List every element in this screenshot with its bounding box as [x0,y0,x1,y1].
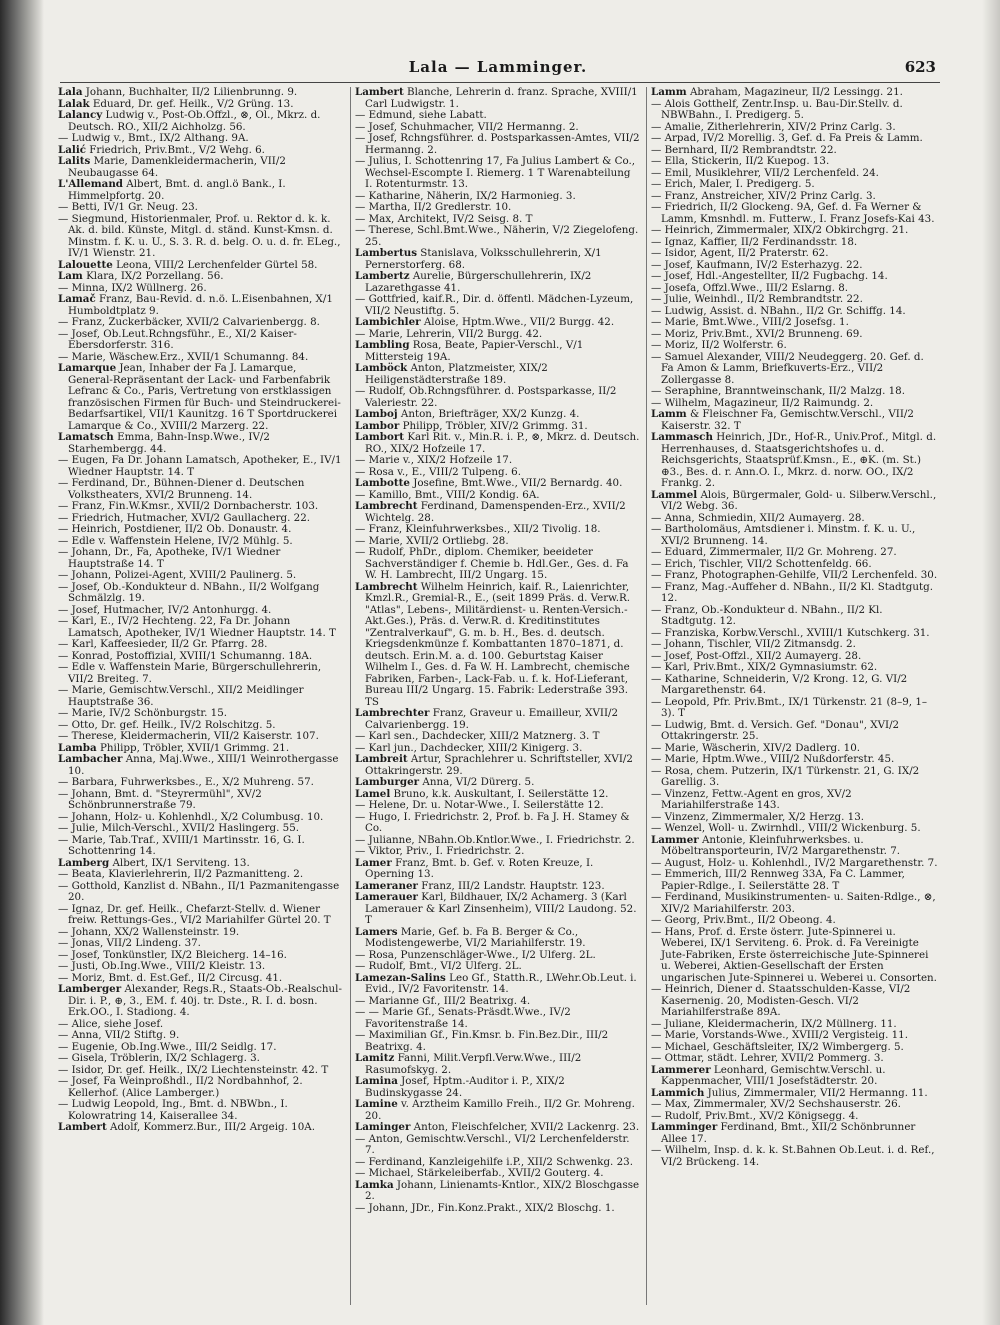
directory-entry: — Rudolf, Ob.Rchngsführer. d. Postsparkasse, II/2 Valeriestr. 22. [355,385,617,409]
directory-entry: Lala Johann, Buchhalter, II/2 Lilienbrunng. 9. [58,87,298,98]
directory-entry: — Marie v., XIX/2 Hofzeile 17. [355,454,513,466]
directory-entry: Lamezan-Salins Leo Gf., Statth.R., LWehr.Ob.Leut. i. Evid., IV/2 Favoritenstr. 14. [355,971,637,995]
directory-entry: — Rosa v., E., VIII/2 Tulpeng. 6. [355,465,521,478]
directory-entry: — Johann, XX/2 Wallensteinstr. 19. [58,925,240,938]
directory-entry: Lambort Karl Rit. v., Min.R. i. P., ⊗, Mkrz. d. Deutsch. RO., XIX/2 Hofzeile 17. [355,431,640,455]
directory-entry: Lamitz Fanni, Milit.Verpfl.Verw.Wwe., III/2 Rasumofskyg. 2. [355,1052,582,1076]
page-number: 623 [904,58,936,76]
directory-entry: Lalić Friedrich, Priv.Bmt., V/2 Wehg. 6. [58,143,265,156]
directory-entry: — Beata, Klavierlehrerin, II/2 Pazmanitteng. 2. [58,868,304,880]
directory-entry: — Michael, Stärkeleiberfab., XVII/2 Gouterg. 4. [355,1167,604,1179]
directory-entry: — Josef, Rchngsführer. d. Postsparkassen-Amtes, VII/2 Hermanng. 2. [355,132,640,156]
directory-entry: — Josef, Fa Weinproßhdl., II/2 Nordbahnhof, 2. Kellerhof. (Alice Lamberger.) [58,1075,303,1099]
directory-entry: — Josef, Post-Offzl., XII/2 Aumayerg. 28. [651,649,862,662]
directory-entry: Lambrecht Ferdinand, Damenspenden-Erz., XVII/2 Wichtelg. 28. [355,500,626,524]
directory-entry: Lammer Antonie, Kleinfuhrwerksbes. u. Möbeltransporteurin, IV/2 Margarethenstr. 7. [651,833,901,857]
directory-entry: — Edle v. Waffenstein Helene, IV/2 Mühlg. 5. [58,534,293,547]
directory-entry: — Therese, Schl.Bmt.Wwe., Näherin, V/2 Ziegelofeng. 25. [355,224,639,248]
directory-entry: — Hans, Prof. d. Erste österr. Jute-Spinnerei u. Weberei, IX/1 Serviteng. 6. Prok. d. Fa Vereinigte Jute-Fabriken, Erste österreichische Jute-Spinnerei u. Weberei, Aktien-Gesellschaft der Ersten ungarischen Jute-Spinnerei u. Weberei u. Consorten. [651,925,937,984]
directory-entry: — Martha, II/2 Gredlerstr. 10. [355,201,512,213]
directory-entry: — Justi, Ob.Ing.Wwe., VIII/2 Kleistr. 13. [58,960,266,972]
directory-entry: Lambert Blanche, Lehrerin d. franz. Sprache, XVIII/1 Carl Ludwigstr. 1. [355,87,638,110]
directory-entry: — Minna, IX/2 Wüllnerg. 26. [58,281,207,294]
directory-entry: — Otto, Dr. gef. Heilk., IV/2 Rolschitzg. 5. [58,718,276,731]
directory-entry: — Rosa, Punzenschläger-Wwe., I/2 Ulferg. 2L. [355,948,596,961]
directory-entry: — Josef, Ob.Leut.Rchngsführ., E., XI/2 Kaiser-Ebersdorferstr. 316. [58,327,297,351]
directory-entry: — Edle v. Waffenstein Marie, Bürgerschullehrerin, VII/2 Breiteg. 7. [58,661,322,685]
directory-entry: — Franz, Photographen-Gehilfe, VII/2 Lerchenfeld. 30. [651,569,938,581]
directory-entry: — Heinrich, Zimmermaler, XIX/2 Obkirchgrg. 21. [651,224,909,236]
page-header [60,58,936,82]
directory-entry: — Eugen, Fa Dr. Johann Lamatsch, Apotheker, E., IV/1 Wiedner Hauptstr. 14. T [58,454,342,478]
directory-entry: — Katharine, Näherin, IX/2 Harmonieg. 3. [355,189,576,202]
directory-entry: — Anna, Schmiedin, XII/2 Aumayerg. 28. [651,511,865,524]
directory-entry: Lamberg Albert, IX/1 Serviteng. 13. [58,856,250,869]
directory-entry: — Gottfried, kaif.R., Dir. d. öffentl. Mädchen-Lyzeum, VII/2 Neustiftg. 5. [355,293,634,317]
directory-entry: — Marie, Wäschew.Erz., XVII/1 Schumanng. 84. [58,350,309,363]
directory-entry: Lammel Alois, Bürgermaler, Gold- u. Silberw.Verschl., VI/2 Webg. 36. [651,488,937,512]
directory-entry: — Emmerich, III/2 Rennweg 33A, Fa C. Lammer, Papier-Rdlge., I. Seilerstätte 28. T [651,868,905,892]
directory-entry: Lambreit Artur, Sprachlehrer u. Schriftsteller, XVI/2 Ottakringerstr. 29. [355,753,633,777]
directory-entry: — Karl sen., Dachdecker, XIII/2 Matznerg. 3. T [355,730,600,742]
book-binding-shadow [0,0,44,1325]
directory-entry: — Rudolf, Priv.Bmt., XV/2 Königsegg. 4. [651,1109,859,1122]
directory-entry: — Marie, XVII/2 Ortliebg. 28. [355,534,509,547]
directory-entry: — Ferdinand, Musikinstrumenten- u. Saiten-Rdlge., ⊗, XIV/2 Mariahilferstr. 203. [651,891,936,915]
directory-entry: — Maximilian Gf., Fin.Kmsr. b. Fin.Bez.Dir., III/2 Beatrixg. 4. [355,1029,609,1053]
directory-entry: Lambertz Aurelie, Bürgerschullehrerin, IX/2 Lazarethgasse 41. [355,270,592,294]
directory-entry: Lamer Franz, Bmt. b. Gef. v. Roten Kreuze, I. Operning 13. [355,856,594,880]
directory-entry: — Friedrich, II/2 Glockeng. 9A, Gef. d. Fa Werner & Lamm, Kmsnhdl. m. Futterw., I. Franz Josefs-Kai 43. [651,201,935,225]
directory-entry: — Marianne Gf., III/2 Beatrixg. 4. [355,994,531,1007]
directory-entry: — Siegmund, Historienmaler, Prof. u. Rektor d. k. k. Ak. d. bild. Künste, Mitgl. d. ständ. Kunst-Kmsn. d. Minstm. f. K. u. U., S. 3. R. d. belg. O. u. d. fr. ELeg., IV/1 Wienstr. 21. [58,212,341,259]
directory-entry: — Moriz, Priv.Bmt., XVI/2 Brunneng. 69. [651,327,863,340]
directory-entry: — Friedrich, Hutmacher, XVI/2 Gaullacherg. 22. [58,511,311,524]
directory-entry: — Max, Architekt, IV/2 Seisg. 8. T [355,212,533,225]
directory-column-3 [646,87,939,1305]
directory-entry: — Isidor, Dr. gef. Heilk., IX/2 Liechtensteinstr. 42. T [58,1063,329,1076]
directory-entry: — Ludwig, Bmt. d. Versich. Gef. "Donau", XVI/2 Ottakringerstr. 25. [651,718,900,742]
directory-entry: Lalouette Leona, VIII/2 Lerchenfelder Gürtel 58. [58,258,318,271]
directory-entry: Lamka Johann, Linienamts-Kntlor., XIX/2 Bloschgasse 2. [355,1178,640,1202]
directory-entry: Lamač Franz, Bau-Revid. d. n.ö. L.Eisenbahnen, X/1 Humboldtplatz 9. [58,293,333,317]
directory-entry: — Hugo, I. Friedrichstr. 2, Prof. b. Fa J. H. Stamey & Co. [355,810,630,834]
directory-entry: — Eugenie, Ob.Ing.Wwe., III/2 Seidlg. 17. [58,1040,277,1053]
directory-entry: — Rosa, chem. Putzerin, IX/1 Türkenstr. 21, G. IX/2 Garellig. 3. [651,764,920,788]
directory-entry: — Franz, Fin.W.Kmsr., XVII/2 Dornbacherstr. 103. [58,500,319,512]
directory-entry: — Karl, Priv.Bmt., XIX/2 Gymnasiumstr. 62. [651,661,878,673]
page-edge [982,0,1000,1325]
directory-entry: — Kamillo, Bmt., VIII/2 Kondig. 6A. [355,488,540,501]
directory-entry: — Johann, Tischler, VII/2 Zitmansdg. 2. [651,638,856,650]
directory-entry: — Seraphine, Branntweinschank, II/2 Malzg. 18. [651,385,906,397]
directory-entry: — — Marie Gf., Senats-Präsdt.Wwe., IV/2 Favoritenstraße 14. [355,1006,571,1030]
directory-entry: Lamboj Anton, Briefträger, XX/2 Kunzg. 4. [355,408,580,420]
directory-entry: L'Allemand Albert, Bmt. d. angl.ö Bank., I. Himmelpfortg. 20. [58,178,286,202]
directory-entry: — Marie, IV/2 Schönburgstr. 15. [58,707,228,719]
directory-entry: Lambert Adolf, Kommerz.Bur., III/2 Argeig. 10A. [58,1121,315,1133]
directory-entry: Lambichler Aloise, Hptm.Wwe., VII/2 Burgg. 42. [355,316,615,328]
directory-entry: — Karl, Kaffeesieder, II/2 Gr. Pfarrg. 28. [58,638,268,650]
directory-entry: Lamm Abraham, Magazineur, II/2 Lessingg. 21. [651,87,903,98]
directory-entry: — Marie, Hptm.Wwe., VIII/2 Nußdorferstr. 45. [651,753,895,765]
directory-entry: Lamberger Alexander, Regs.R., Staats-Ob.-Realschul-Dir. i. P., ⊕, 3., EM. f. 40j. tr. Dste., R. I. d. bosn. Erk.OO., I. Stadiong. 4. [58,983,342,1018]
directory-entry: — Marie, Tab.Traf., XVIII/1 Martinsstr. 16, G. I. Schottenring 14. [58,833,305,857]
directory-entry: — Ferdinand, Kanzleigehilfe i.P., XII/2 Schwenkg. 23. [355,1155,633,1168]
directory-entry: — Wilhelm, Magazineur, II/2 Raimundg. 2. [651,396,874,409]
directory-entry: — Marie, Bmt.Wwe., VIII/2 Josefsg. 1. [651,316,849,328]
directory-entry: — Betti, IV/1 Gr. Neug. 23. [58,201,198,213]
directory-entry: — Emil, Musiklehrer, VII/2 Lerchenfeld. 24. [651,166,879,179]
directory-entry: — Franz, Mag.-Auffeher d. NBahn., II/2 Kl. Stadtgutg. 12. [651,580,933,604]
directory-entry: — Viktor, Priv., I. Friedrichstr. 2. [355,845,525,857]
directory-entry: — Franziska, Korbw.Verschl., XVIII/1 Kutschkerg. 31. [651,626,930,639]
directory-entry: — Rudolf, Bmt., VI/2 Ulferg. 2L. [355,960,522,972]
directory-column-1 [58,87,344,1305]
directory-entry: — Erich, Maler, I. Predigerg. 5. [651,178,815,190]
directory-entry: — Bartholomäus, Amtsdiener i. Minstm. f. K. u. U., XVI/2 Brunneng. 14. [651,523,916,547]
directory-column-2 [350,87,641,1305]
directory-entry: — Amalie, Zitherlehrerin, XIV/2 Prinz Carlg. 3. [651,120,896,133]
directory-entry: — Ferdinand, Dr., Bühnen-Diener d. Deutschen Volkstheaters, XVI/2 Brunneng. 14. [58,477,305,501]
directory-entry: — Barbara, Fuhrwerksbes., E., X/2 Muhreng. 57. [58,776,314,788]
directory-entry: — Julie, Milch-Verschl., XVII/2 Haslingerg. 55. [58,822,300,834]
directory-entry: Lamminger Ferdinand, Bmt., XII/2 Schönbrunner Allee 17. [651,1121,916,1145]
directory-entry: — Leopold, Pfr. Priv.Bmt., IX/1 Türkenstr. 21 (8–9, 1–3). T [651,695,928,719]
directory-entry: Lalancy Ludwig v., Post-Ob.Offzl., ⊗, Ol., Mkrz. d. Deutsch. RO., XII/2 Aichholzg. 56. [58,109,321,133]
directory-entry: Lamers Marie, Gef. b. Fa B. Berger & Co., Modistengewerbe, VI/2 Mariahilferstr. 19. [355,925,586,949]
directory-entry: — Konrad, Postoffizial, XVIII/1 Schumanng. 18A. [58,649,313,662]
directory-entry: Lalak Eduard, Dr. gef. Heilk., V/2 Grüng. 13. [58,97,294,110]
directory-entry: — Julius, I. Schottenring 17, Fa Julius Lambert & Co., Wechsel-Escompte I. Riemerg. 1 T Warenabteilung I. Rotenturmstr. 13. [355,155,636,190]
directory-entry: — Ludwig v., Bmt., IX/2 Althang. 9A. [58,132,249,144]
directory-entry: — Ignaz, Dr. gef. Heilk., Chefarzt-Stellv. d. Wiener freiw. Rettungs-Ges., VI/2 Mariahilfer Gürtel 20. T [58,902,331,926]
directory-entry: — Ludwig, Assist. d. NBahn., II/2 Gr. Schiffg. 14. [651,304,906,317]
directory-entry: — Wilhelm, Insp. d. k. k. St.Bahnen Ob.Leut. i. d. Ref., VI/2 Brückeng. 14. [651,1144,935,1168]
directory-entry: — Franz, Zuckerbäcker, XVII/2 Calvarienbergg. 8. [58,316,320,328]
directory-entry: — Gotthold, Kanzlist d. NBahn., II/1 Pazmanitengasse 20. [58,879,340,903]
directory-entry: Lamine v. Arztheim Kamillo Freih., II/2 Gr. Mohreng. 20. [355,1098,635,1122]
directory-entry: — Josef, Schuhmacher, VII/2 Hermanng. 2. [355,120,579,133]
directory-entry: Lammasch Heinrich, JDr., Hof-R., Univ.Prof., Mitgl. d. Herrenhauses, d. Staatsgerichtshofes u. d. Reichsgerichts, Staatsprüf.Kmsn., E., ⊕K. (m. St.) ⊕3., Bes. d. r. Ann.O. I., Mkrz. d. norw. OO., IX/2 Frankg. 2. [651,431,937,489]
directory-entry: — Josef, Tonkünstler, IX/2 Bleicherg. 14–16. [58,948,287,961]
directory-entry: Lambertus Stanislava, Volksschullehrerin, X/1 Pernerstorferg. 68. [355,247,602,271]
directory-entry: Lamel Bruno, k.k. Auskultant, I. Seilerstätte 12. [355,787,609,800]
directory-entry: — Moriz, II/2 Wolferstr. 6. [651,339,787,351]
directory-entry: — Johann, Holz- u. Kohlenhdl., X/2 Columbusg. 10. [58,810,324,823]
directory-entry: Lamarque Jean, Inhaber der Fa J. Lamarque, General-Repräsentant der Lack- und Farbenfabrik Lefranc & Co., Paris, Vertretung von erstklassigen französischen Firmen für Buch- und Steindruckerei-Bedarfsartikel, VII/1 Kaunitzg. 16 T Sportdruckerei Lamarque & Co., XVIII/2 Marzerg. 22. [58,362,341,432]
directory-entry: — Juliane, Kleidermacherin, IX/2 Müllnerg. 11. [651,1017,897,1030]
directory-entry: — Eduard, Zimmermaler, II/2 Gr. Mohreng. 27. [651,546,897,558]
directory-entry: — Karl jun., Dachdecker, XIII/2 Kinigerg. 3. [355,741,583,754]
directory-entry: — Max, Zimmermaler, XV/2 Sechshauserstr. 26. [651,1098,901,1110]
directory-entry: Laminger Anton, Fleischfelcher, XVII/2 Lackenrg. 23. [355,1121,640,1133]
directory-entry: — Franz, Kleinfuhrwerksbes., XII/2 Tivolig. 18. [355,523,601,535]
directory-entry: — Arpad, IV/2 Morellig. 3, Gef. d. Fa Preis & Lamm. [651,132,923,144]
directory-entry: — Moriz, Bmt. d. Est.Gef., II/2 Circusg. 41. [58,971,283,984]
directory-entry: — Johann, Polizei-Agent, XVIII/2 Paulinerg. 5. [58,569,297,581]
directory-entry: — Franz, Anstreicher, XIV/2 Prinz Carlg. 3. [651,189,876,202]
directory-entry: — Vinzenz, Fettw.-Agent en gros, XV/2 Mariahilferstraße 143. [651,787,852,811]
header-rule [60,82,940,83]
directory-entry: Lamburger Anna, VI/2 Dürerg. 5. [355,776,535,788]
directory-entry: — Helene, Dr. u. Notar-Wwe., I. Seilerstätte 12. [355,799,604,811]
directory-entry: — Marie, Vorstands-Wwe., XVIII/2 Vergisteig. 11. [651,1029,908,1041]
directory-entry: Lambrecht Wilhelm Heinrich, kaif. R., Laienrichter, Kmzl.R., Gremial-R., E., (seit 1899 Präs. d. Verw.R. "Atlas", Lebens-, Militärdienst- u. Renten-Versich.-Akt.Ges.), Präs. d. Verw.R. d. Kreditinstitutes "Zentralverkauf", G. m. b. H., Bes. d. deutsch. Kriegsdenkmünze f. Kombattanten 1870–1871, d. deutsch. Erin.M. a. d. 100. Geburtstag Kaiser Wilhelm I., Ges. d. Fa W. H. Lambrecht, chemische Fabriken, Farben-, Lack-Fab. u. f. k. Hof-Lieferant, Bureau III/2 Ungarg. 15. Fabrik: Lederstraße 393. TS [355,580,631,708]
directory-entry: — Anton, Gemischtw.Verschl., VI/2 Lerchenfelderstr. 7. [355,1132,630,1156]
directory-entry: Lam Klara, IX/2 Porzellang. 56. [58,270,224,282]
directory-entry: — Gisela, Tröblerin, IX/2 Schlagerg. 3. [58,1052,260,1064]
directory-entry: — Alice, siehe Josef. [58,1017,164,1030]
directory-entry: — Jonas, VII/2 Lindeng. 37. [58,937,201,949]
directory-entry: — Wenzel, Woll- u. Zwirnhdl., VIII/2 Wickenburg. 5. [651,822,921,834]
directory-entry: — Georg, Priv.Bmt., II/2 Obeong. 4. [651,914,836,926]
directory-entry: — Isidor, Agent, II/2 Praterstr. 62. [651,247,829,259]
directory-entry: Lamba Philipp, Tröbler, XVII/1 Grimmg. 21. [58,741,290,754]
directory-entry: — Alois Gotthelf, Zentr.Insp. u. Bau-Dir.Stellv. d. NBWBahn., I. Predigerg. 5. [651,97,903,121]
directory-entry: — Josef, Ob.-Kondukteur d. NBahn., II/2 Wolfgang Schmälzlg. 19. [58,580,320,604]
directory-entry: — August, Holz- u. Kohlenhdl., IV/2 Margarethenstr. 7. [651,856,938,869]
directory-entry: — Samuel Alexander, VIII/2 Neudeggerg. 20. Gef. d. Fa Amon & Lamm, Briefkuverts-Erz., VII/2 Zollergasse 8. [651,350,924,386]
directory-entry: — Marie, Gemischtw.Verschl., XII/2 Meidlinger Hauptstraße 36. [58,684,304,708]
directory-entry: Lammich Julius, Zimmermaler, VII/2 Hermanng. 11. [651,1086,928,1099]
directory-entry: — Johann, Dr., Fa, Apotheke, IV/1 Wiedner Hauptstraße 14. T [58,546,281,570]
directory-entry: — Michael, Geschäftsleiter, IX/2 Wimbergerg. 5. [651,1040,904,1053]
directory-entry: — Josef, Hdl.-Angestellter, II/2 Fugbachg. 14. [651,270,888,282]
directory-entry: — Josefa, Offzl.Wwe., III/2 Eslarng. 8. [651,281,849,294]
directory-entry: — Ottmar, städt. Lehrer, XVII/2 Pommerg. 3. [651,1052,884,1064]
directory-entry: — Karl, E., IV/2 Hechteng. 22, Fa Dr. Johann Lamatsch, Apotheker, IV/1 Wiedner Hauptstr. 14. T [58,615,336,639]
directory-entry: — Therese, Kleidermacherin, VII/2 Kaiserstr. 107. [58,730,319,742]
directory-entry: Lambling Rosa, Beate, Papier-Verschl., V/1 Mittersteig 19A. [355,339,584,363]
directory-entry: Lambor Philipp, Tröbler, XIV/2 Grimmg. 31. [355,419,588,432]
directory-entry: — Edmund, siehe Labatt. [355,109,487,121]
directory-entry: Lamina Josef, Hptm.-Auditor i. P., XIX/2 Budinskygasse 24. [355,1075,565,1099]
directory-entry: — Vinzenz, Zimmermaler, X/2 Herzg. 13. [651,810,865,823]
directory-entry: — Ella, Stickerin, II/2 Kuepog. 13. [651,155,830,167]
directory-entry: — Julianne, NBahn.Ob.Kntlor.Wwe., I. Friedrichstr. 2. [355,833,635,846]
directory-entry: — Johann, Bmt. d. "Steyrermühl", XV/2 Schönbrunnerstraße 79. [58,787,262,811]
directory-entry: — Marie, Lehrerin, VII/2 Burgg. 42. [355,327,543,340]
directory-entry: — Heinrich, Diener d. Staatsschulden-Kasse, VI/2 Kasernenig. 20, Modisten-Gesch. VI/2 Mariahilferstraße 89A. [651,983,911,1018]
directory-entry: — Josef, Hutmacher, IV/2 Antonhurgg. 4. [58,603,272,616]
directory-entry: — Ignaz, Kaffier, II/2 Ferdinandsstr. 18. [651,235,858,248]
directory-entry: Lamm & Fleischner Fa, Gemischtw.Verschl., VII/2 Kaiserstr. 32. T [651,408,914,432]
directory-entry: — Johann, JDr., Fin.Konz.Prakt., XIX/2 Bloschg. 1. [355,1201,615,1214]
directory-entry: Lamatsch Emma, Bahn-Insp.Wwe., IV/2 Starhembergg. 44. [58,431,270,455]
directory-entry: Lameraner Franz, III/2 Landstr. Hauptstr. 123. [355,879,605,892]
directory-entry: — Anna, VII/2 Stiftg. 9. [58,1029,180,1041]
directory-entry: — Josef, Kaufmann, IV/2 Esterhazyg. 22. [651,258,863,271]
directory-entry: — Rudolf, PhDr., diplom. Chemiker, beeideter Sachverständiger f. Chemie b. Hdl.Ger., Ges. d. Fa W. H. Lambrecht, III/2 Ungarg. 15. [355,546,629,581]
directory-entry: — Marie, Wäscherin, XIV/2 Dadlerg. 10. [651,741,861,754]
directory-entry: — Katharine, Schneiderin, V/2 Krong. 12, G. VI/2 Margarethenstr. 64. [651,672,908,696]
directory-entry: — Erich, Tischler, VII/2 Schottenfeldg. 66. [651,557,872,570]
directory-entry: — Julie, Weinhdl., II/2 Rembrandtstr. 22. [651,293,863,305]
directory-entry: Lalits Marie, Damenkleidermacherin, VII/2 Neubaugasse 64. [58,155,286,179]
directory-entry: Lambacher Anna, Maj.Wwe., XIII/1 Weinrothergasse 10. [58,753,339,777]
directory-entry: — Ludwig Leopold, Ing., Bmt. d. NBWbn., I. Kolowratring 14, Kaiserallee 34. [58,1098,288,1122]
directory-entry: Lambotte Josefine, Bmt.Wwe., VII/2 Bernardg. 40. [355,477,623,489]
directory-entry: — Franz, Ob.-Kondukteur d. NBahn., II/2 Kl. Stadtgutg. 12. [651,603,883,627]
directory-entry: Lambrechter Franz, Graveur u. Emailleur, XVII/2 Calvarienbergg. 19. [355,707,619,731]
running-title: Lala — Lamminger. [408,58,588,76]
directory-entry: Lammerer Leonhard, Gemischtw.Verschl. u. Kappenmacher, VIII/1 Josefstädterstr. 20. [651,1063,886,1087]
directory-entry: Lamerauer Karl, Bildhauer, IX/2 Achamerg. 3 (Karl Lamerauer & Karl Zinsenheim), VIII/2 Laudong. 52. T [355,891,637,926]
directory-entry: Lamböck Anton, Platzmeister, XIX/2 Heiligenstädterstraße 189. [355,362,548,386]
directory-entry: — Bernhard, II/2 Rembrandtstr. 22. [651,143,837,156]
directory-entry: — Heinrich, Postdiener, II/2 Ob. Donaustr. 4. [58,523,292,535]
